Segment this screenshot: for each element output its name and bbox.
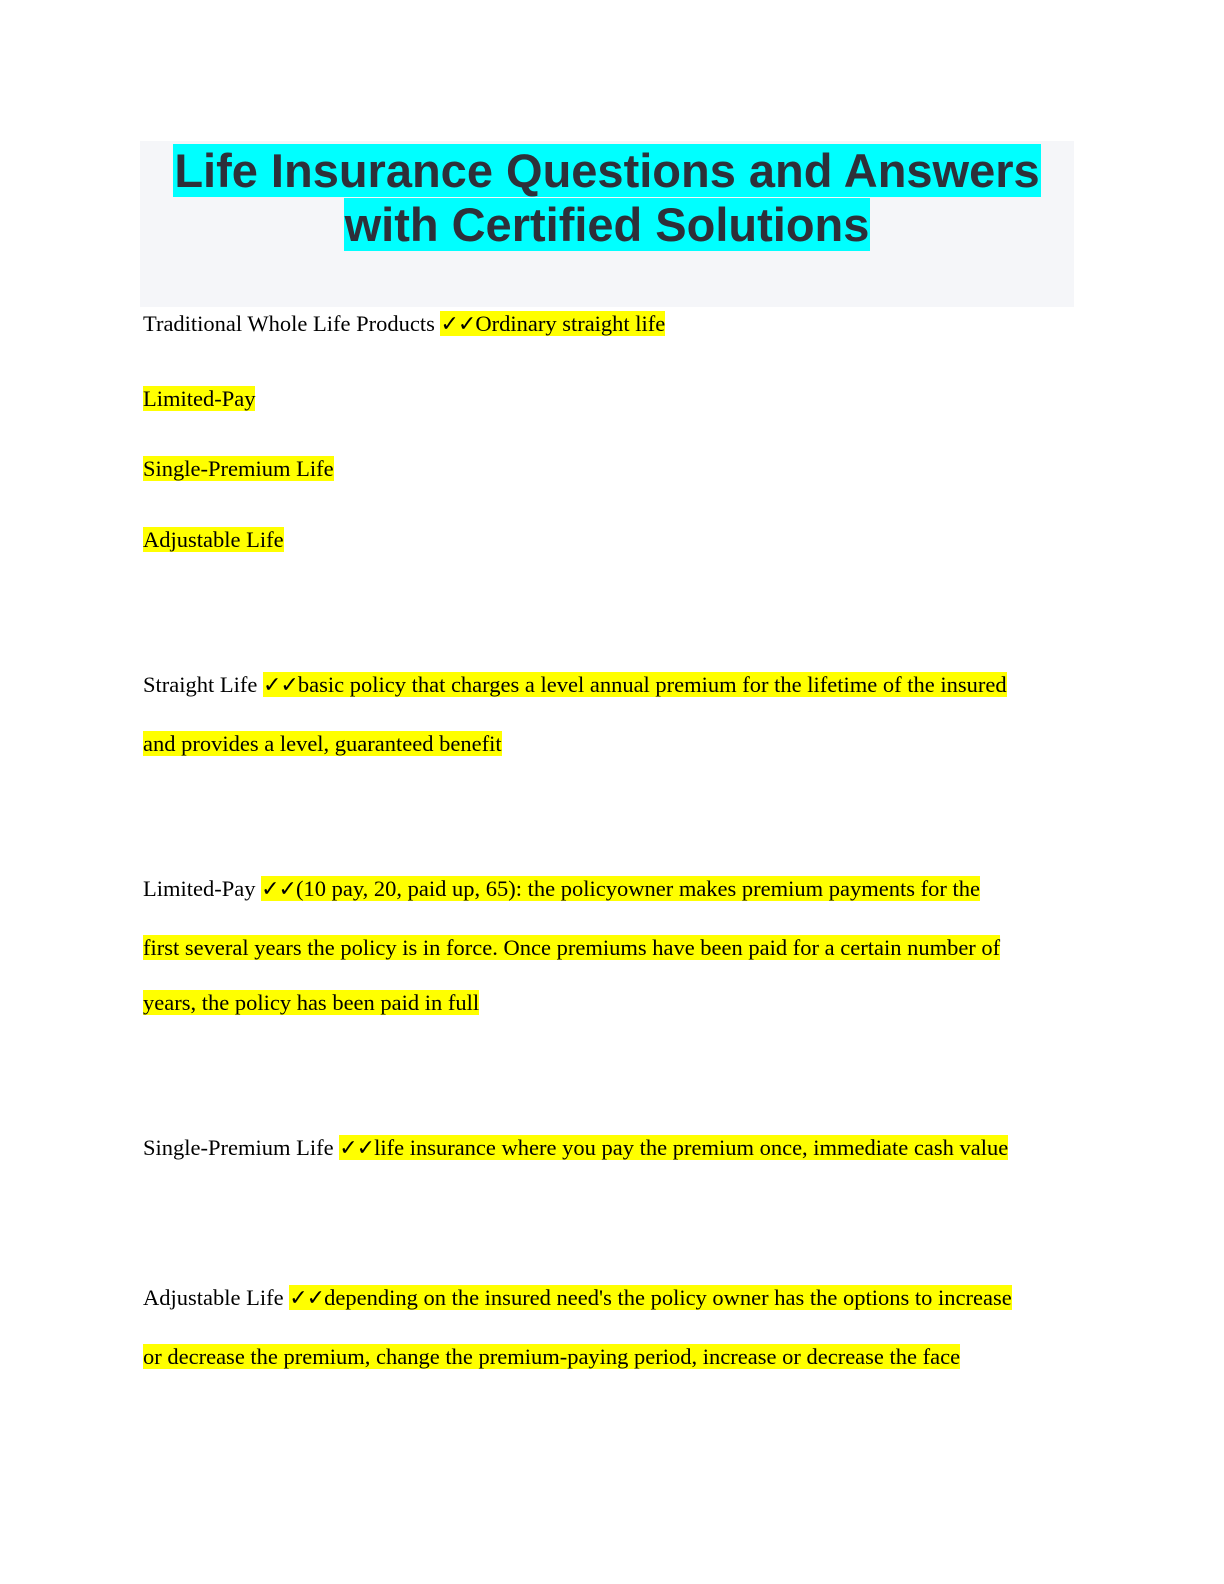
title-line-2: with Certified Solutions [344, 198, 870, 251]
answer-highlight [339, 1135, 1008, 1160]
qa-whole-life [143, 309, 665, 340]
check-mark-icon: ✓✓ [440, 312, 476, 337]
answer-highlight [261, 876, 980, 901]
list-item: Limited-Pay [143, 386, 256, 411]
question-term: Adjustable Life [143, 1285, 284, 1310]
check-mark-icon: ✓✓ [262, 673, 298, 698]
qa-single-premium-life [143, 1133, 1008, 1164]
answer-continuation: or decrease the premium, change the premium-paying period, increase or decrease the face [143, 1344, 961, 1369]
answer-text: Ordinary straight life [475, 311, 666, 336]
qa-adjustable-life [143, 1283, 1012, 1314]
document-title-block [140, 141, 1074, 307]
answer-text: life insurance where you pay the premium once, immediate cash value [374, 1135, 1009, 1160]
qa-straight-life [143, 670, 1007, 701]
question-term: Limited-Pay [143, 876, 256, 901]
question-term: Traditional Whole Life Products [143, 311, 435, 336]
question-term: Single-Premium Life [143, 1135, 334, 1160]
answer-highlight [440, 311, 665, 336]
check-mark-icon: ✓✓ [261, 877, 296, 902]
answer-highlight [289, 1285, 1012, 1310]
answer-continuation: first several years the policy is in force. Once premiums have been paid for a certain number of [143, 935, 1001, 960]
qa-limited-pay [143, 874, 980, 905]
title-line-1: Life Insurance Questions and Answers [174, 144, 1040, 197]
answer-text: basic policy that charges a level annual premium for the lifetime of the insured [297, 672, 1007, 697]
answer-text: (10 pay, 20, paid up, 65): the policyowner makes premium payments for the [295, 876, 980, 901]
answer-text: depending on the insured need's the policy owner has the options to increase [324, 1285, 1012, 1310]
answer-continuation: years, the policy has been paid in full [143, 990, 480, 1015]
list-item: Adjustable Life [143, 527, 284, 552]
answer-continuation: and provides a level, guaranteed benefit [143, 731, 502, 756]
check-mark-icon: ✓✓ [339, 1136, 375, 1161]
question-term: Straight Life [143, 672, 258, 697]
list-item: Single-Premium Life [143, 456, 334, 481]
check-mark-icon: ✓✓ [289, 1286, 325, 1311]
answer-highlight [263, 672, 1007, 697]
